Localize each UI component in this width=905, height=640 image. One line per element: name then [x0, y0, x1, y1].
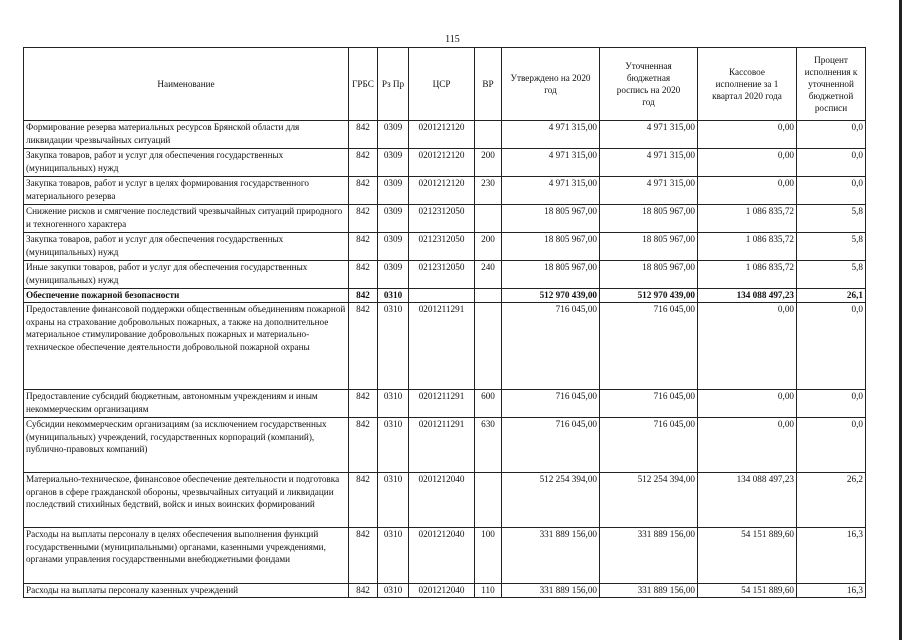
table-row: [24, 121, 866, 149]
cell-name: Снижение рисков и смягчение последствий чрезвычайных ситуаций природного и техногенного характера: [24, 205, 349, 233]
cell-vr: [475, 289, 502, 303]
cell-approved: 4 971 315,00: [502, 149, 600, 177]
cell-vr: 200: [475, 233, 502, 261]
budget-table: [23, 47, 866, 598]
cell-grbs: 842: [349, 261, 378, 289]
cell-grbs: 842: [349, 473, 378, 528]
cell-percent: 0,0: [797, 121, 866, 149]
cell-percent: 5,8: [797, 233, 866, 261]
cell-csr: 0201212120: [409, 149, 475, 177]
cell-grbs: 842: [349, 418, 378, 473]
cell-approved: 331 889 156,00: [502, 528, 600, 584]
header-percent: Процент исполнения к уточненной бюджетной росписи: [797, 48, 866, 121]
cell-csr: 0212312050: [409, 205, 475, 233]
cell-grbs: 842: [349, 177, 378, 205]
cell-approved: 716 045,00: [502, 390, 600, 418]
cell-approved: 18 805 967,00: [502, 205, 600, 233]
cell-cash: 0,00: [698, 177, 797, 205]
cell-approved: 512 970 439,00: [502, 289, 600, 303]
cell-name: Иные закупки товаров, работ и услуг для обеспечения государственных (муниципальных) нужд: [24, 261, 349, 289]
table-row: [24, 177, 866, 205]
cell-name: Обеспечение пожарной безопасности: [24, 289, 349, 303]
cell-vr: 110: [475, 584, 502, 598]
cell-percent: 5,8: [797, 205, 866, 233]
cell-approved: 716 045,00: [502, 303, 600, 390]
cell-csr: 0201211291: [409, 303, 475, 390]
header-rzpr: Рз Пр: [378, 48, 409, 121]
cell-vr: [475, 121, 502, 149]
cell-percent: 26,2: [797, 473, 866, 528]
cell-refined: 18 805 967,00: [600, 205, 698, 233]
cell-rzpr: 0310: [378, 473, 409, 528]
cell-csr: 0201212120: [409, 177, 475, 205]
table-row: [24, 149, 866, 177]
cell-cash: 1 086 835,72: [698, 233, 797, 261]
table-row: [24, 289, 866, 303]
cell-refined: 331 889 156,00: [600, 584, 698, 598]
header-refined: Уточненная бюджетная роспись на 2020 год: [600, 48, 698, 121]
cell-approved: 716 045,00: [502, 418, 600, 473]
cell-percent: 0,0: [797, 390, 866, 418]
cell-approved: 512 254 394,00: [502, 473, 600, 528]
cell-refined: 18 805 967,00: [600, 261, 698, 289]
table-row: [24, 528, 866, 584]
cell-vr: [475, 303, 502, 390]
cell-rzpr: 0310: [378, 528, 409, 584]
cell-name: Расходы на выплаты персоналу казенных учреждений: [24, 584, 349, 598]
cell-name: Расходы на выплаты персоналу в целях обеспечения выполнения функций государственными (муниципальными) органами, казенными учреждениями, органами управления государственными внебюджетными фондами: [24, 528, 349, 584]
cell-cash: 0,00: [698, 121, 797, 149]
cell-name: Закупка товаров, работ и услуг в целях формирования государственного материального резерва: [24, 177, 349, 205]
cell-refined: 716 045,00: [600, 418, 698, 473]
header-name: Наименование: [24, 48, 349, 121]
cell-percent: 0,0: [797, 303, 866, 390]
cell-refined: 512 254 394,00: [600, 473, 698, 528]
cell-refined: 18 805 967,00: [600, 233, 698, 261]
table-row: [24, 473, 866, 528]
cell-approved: 4 971 315,00: [502, 177, 600, 205]
cell-approved: 18 805 967,00: [502, 261, 600, 289]
cell-cash: 134 088 497,23: [698, 289, 797, 303]
cell-grbs: 842: [349, 121, 378, 149]
cell-vr: 100: [475, 528, 502, 584]
cell-cash: 0,00: [698, 390, 797, 418]
cell-vr: 200: [475, 149, 502, 177]
table-row: [24, 303, 866, 390]
cell-refined: 4 971 315,00: [600, 177, 698, 205]
cell-refined: 4 971 315,00: [600, 121, 698, 149]
cell-rzpr: 0309: [378, 261, 409, 289]
cell-refined: 512 970 439,00: [600, 289, 698, 303]
table-row: [24, 205, 866, 233]
cell-cash: 0,00: [698, 418, 797, 473]
cell-csr: 0201212040: [409, 473, 475, 528]
cell-approved: 4 971 315,00: [502, 121, 600, 149]
cell-refined: 331 889 156,00: [600, 528, 698, 584]
cell-refined: 716 045,00: [600, 303, 698, 390]
cell-rzpr: 0309: [378, 177, 409, 205]
table-row: [24, 233, 866, 261]
cell-csr: 0212312050: [409, 233, 475, 261]
cell-name: Предоставление субсидий бюджетным, автономным учреждениям и иным некоммерческим организациям: [24, 390, 349, 418]
cell-csr: [409, 289, 475, 303]
cell-csr: 0201212120: [409, 121, 475, 149]
header-row: [24, 48, 866, 121]
cell-vr: 230: [475, 177, 502, 205]
cell-percent: 16,3: [797, 528, 866, 584]
cell-name: Формирование резерва материальных ресурсов Брянской области для ликвидации чрезвычайных ситуаций: [24, 121, 349, 149]
cell-approved: 331 889 156,00: [502, 584, 600, 598]
cell-percent: 5,8: [797, 261, 866, 289]
cell-csr: 0201212040: [409, 584, 475, 598]
cell-rzpr: 0309: [378, 121, 409, 149]
header-cash: Кассовое исполнение за 1 квартал 2020 года: [698, 48, 797, 121]
cell-grbs: 842: [349, 528, 378, 584]
cell-rzpr: 0310: [378, 303, 409, 390]
cell-rzpr: 0310: [378, 289, 409, 303]
cell-rzpr: 0310: [378, 418, 409, 473]
cell-grbs: 842: [349, 149, 378, 177]
cell-cash: 54 151 889,60: [698, 528, 797, 584]
cell-cash: 0,00: [698, 303, 797, 390]
cell-vr: [475, 473, 502, 528]
cell-rzpr: 0309: [378, 149, 409, 177]
cell-cash: 54 151 889,60: [698, 584, 797, 598]
page-number: 115: [445, 34, 460, 45]
cell-percent: 0,0: [797, 177, 866, 205]
cell-vr: 600: [475, 390, 502, 418]
cell-name: Закупка товаров, работ и услуг для обеспечения государственных (муниципальных) нужд: [24, 233, 349, 261]
cell-rzpr: 0310: [378, 584, 409, 598]
cell-name: Закупка товаров, работ и услуг для обеспечения государственных (муниципальных) нужд: [24, 149, 349, 177]
cell-csr: 0201211291: [409, 390, 475, 418]
table-row: [24, 418, 866, 473]
cell-percent: 0,0: [797, 149, 866, 177]
cell-grbs: 842: [349, 289, 378, 303]
cell-percent: 26,1: [797, 289, 866, 303]
cell-grbs: 842: [349, 303, 378, 390]
header-approved: Утверждено на 2020 год: [502, 48, 600, 121]
cell-percent: 0,0: [797, 418, 866, 473]
cell-vr: 240: [475, 261, 502, 289]
cell-name: Материально-техническое, финансовое обеспечение деятельности и подготовка органов в сфере гражданской обороны, чрезвычайных ситуаций и ликвидации последствий стихийных бедствий, войск и иных воинских формирований: [24, 473, 349, 528]
cell-vr: [475, 205, 502, 233]
cell-refined: 4 971 315,00: [600, 149, 698, 177]
table-row: [24, 390, 866, 418]
cell-cash: 1 086 835,72: [698, 205, 797, 233]
cell-name: Субсидии некоммерческим организациям (за исключением государственных (муниципальных) учреждений, государственных корпораций (компаний), публично-правовых компаний): [24, 418, 349, 473]
scan-edge: [899, 0, 902, 640]
cell-percent: 16,3: [797, 584, 866, 598]
cell-cash: 1 086 835,72: [698, 261, 797, 289]
table-row: [24, 584, 866, 598]
cell-grbs: 842: [349, 584, 378, 598]
cell-grbs: 842: [349, 390, 378, 418]
table-row: [24, 261, 866, 289]
cell-csr: 0201212040: [409, 528, 475, 584]
cell-vr: 630: [475, 418, 502, 473]
cell-csr: 0212312050: [409, 261, 475, 289]
header-vr: ВР: [475, 48, 502, 121]
cell-rzpr: 0309: [378, 233, 409, 261]
cell-grbs: 842: [349, 205, 378, 233]
cell-cash: 0,00: [698, 149, 797, 177]
cell-rzpr: 0310: [378, 390, 409, 418]
cell-refined: 716 045,00: [600, 390, 698, 418]
cell-rzpr: 0309: [378, 205, 409, 233]
cell-name: Предоставление финансовой поддержки общественным объединениям пожарной охраны на страхование добровольных пожарных, а также на дополнительное материальное стимулирование добровольных пожарных и материально-техническое обеспечение деятельности добровольной пожарной охраны: [24, 303, 349, 390]
cell-grbs: 842: [349, 233, 378, 261]
cell-csr: 0201211291: [409, 418, 475, 473]
header-csr: ЦСР: [409, 48, 475, 121]
cell-approved: 18 805 967,00: [502, 233, 600, 261]
header-grbs: ГРБС: [349, 48, 378, 121]
cell-cash: 134 088 497,23: [698, 473, 797, 528]
